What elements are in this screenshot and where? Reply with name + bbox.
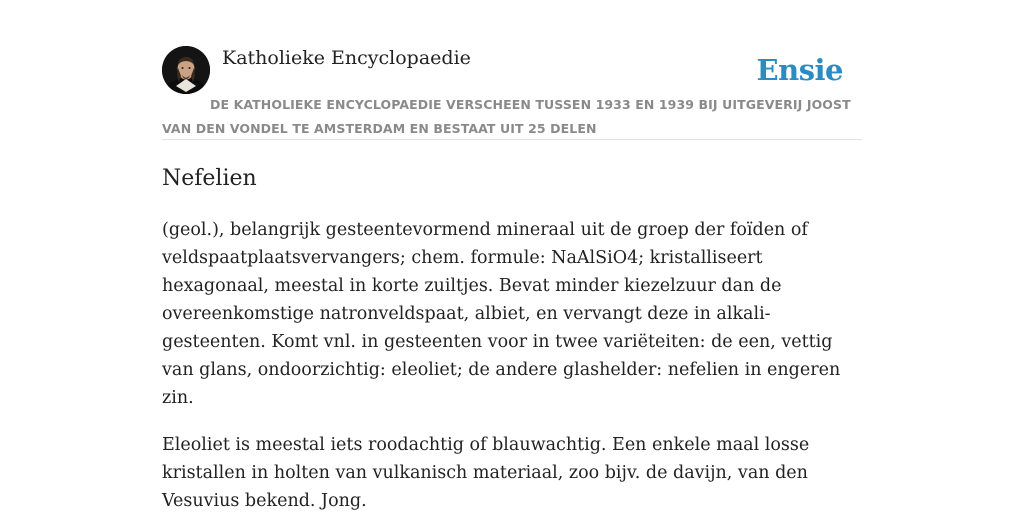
article-title: Nefelien: [162, 166, 257, 191]
article-paragraph-1: (geol.), belangrijk gesteentevormend mineraal uit de groep der foïden of veldspaatplaatsvervangers; chem. formule: NaAlSiO4; kristalliseert hexagonaal, meestal in korte zuiltjes. Bevat minder kiezelzuur dan de overeenkomstige natronveldspaat, albiet, en vervangt deze in alkali-gesteenten. Komt vnl. in gesteenten voor in twee variëteiten: de een, vettig van glans, ondoorzichtig: eleoliet; de andere glashelder: nefelien in engeren zin.: [162, 220, 841, 408]
brand-logo[interactable]: Ensie: [756, 53, 843, 87]
site-description: DE KATHOLIEKE ENCYCLOPAEDIE VERSCHEEN TUSSEN 1933 EN 1939 BIJ UITGEVERIJ JOOST VAN DEN VONDEL TE AMSTERDAM EN BESTAAT UIT 25 DELEN: [162, 97, 851, 136]
site-header: [162, 46, 862, 140]
portrait-avatar-icon[interactable]: [162, 46, 210, 94]
content-container: [162, 46, 862, 512]
article-paragraph-2: Eleoliet is meestal iets roodachtig of blauwachtig. Een enkele maal losse kristallen in holten van vulkanisch materiaal, zoo bijv. de davijn, van den Vesuvius bekend. Jong.: [162, 435, 810, 511]
site-title[interactable]: Katholieke Encyclopaedie: [222, 47, 471, 69]
